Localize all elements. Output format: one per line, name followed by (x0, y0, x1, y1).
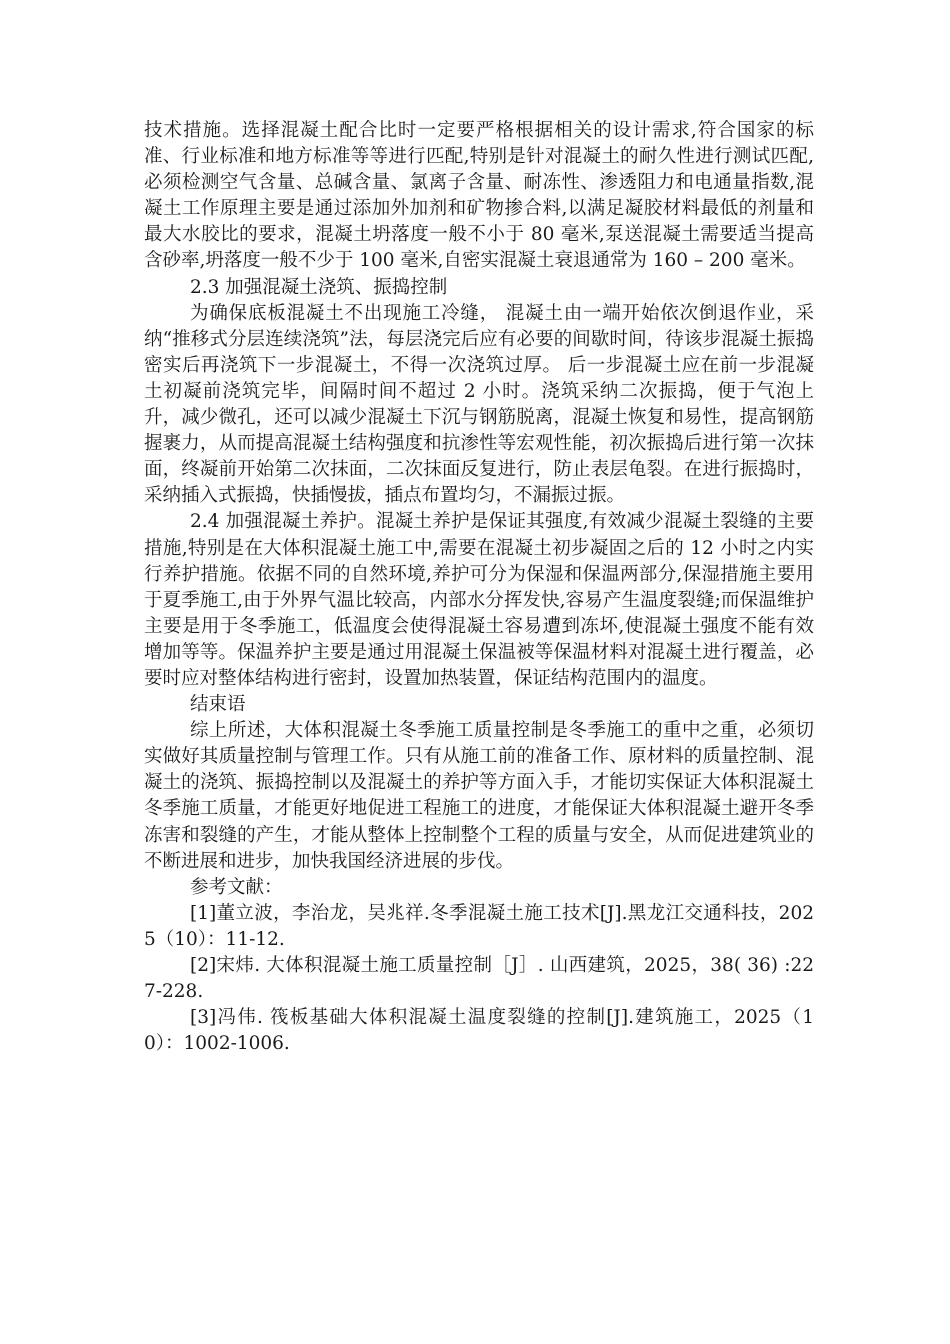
document-body (144, 118, 814, 1057)
paragraph-conclusion: 综上所述，大体积混凝土冬季施工质量控制是冬季施工的重中之重，必须切实做好其质量控制与管理工作。只有从施工前的准备工作、原材料的质量控制、混凝土的浇筑、振捣控制以及混凝土的养护等方面入手，才能切实保证大体积混凝土冬季施工质量，才能更好地促进工程施工的进度，才能保证大体积混凝土避开冬季冻害和裂缝的产生，才能从整体上控制整个工程的质量与安全，从而促进建筑业的不断进展和进步，加快我国经济进展的步伐。 (144, 720, 814, 872)
paragraph-pouring-vibration: 为确保底板混凝土不出现施工冷缝， 混凝土由一端开始依次倒退作业，采纳“推移式分层连续浇筑”法，每层浇完后应有必要的间歇时间，待该步混凝土振捣密实后再浇筑下一步混凝土，不得一次浇筑过厚。 后一步混凝土应在前一步混凝土初凝前浇筑完毕，间隔时间不超过 2 小时。浇筑采纳二次振捣，便于气泡上升，减少微孔，还可以减少混凝土下沉与钢筋脱离，混凝土恢复和易性，提高钢筋握裹力，从而提高混凝土结构强度和抗渗性等宏观性能，初次振捣后进行第一次抹面，终凝前开始第二次抹面，二次抹面反复进行，防止表层龟裂。在进行振捣时，采纳插入式振捣，快插慢拔，插点布置均匀，不漏振过振。 (144, 302, 814, 507)
reference-item-1: [1]董立波，李治龙，吴兆祥.冬季混凝土施工技术[J].黑龙江交通科技，2025（10）：11-12. (144, 902, 814, 950)
section-heading-2-3: 2.3 加强混凝土浇筑、振捣控制 (190, 276, 448, 298)
paragraph-mix-design: 技术措施。选择混凝土配合比时一定要严格根据相关的设计需求,符合国家的标准、行业标准和地方标准等等进行匹配,特别是针对混凝土的耐久性进行测试匹配,必须检测空气含量、总碱含量、氯离子含量、耐冻性、渗透阻力和电通量指数,混凝土工作原理主要是通过添加外加剂和矿物掺合料,以满足凝胶材料最低的剂量和最大水胶比的要求，混凝土坍落度一般不小于 80 毫米,泵送混凝土需要适当提高含砂率,坍落度一般不少于 100 毫米,自密实混凝土衰退通常为 160 – 200 毫米。 (144, 120, 814, 272)
reference-item-3: [3]冯伟. 筏板基础大体积混凝土温度裂缝的控制[J].建筑施工，2025（10）：1002-1006. (144, 1007, 814, 1055)
section-heading-conclusion: 结束语 (190, 694, 246, 716)
section-heading-references: 参考文献： (190, 876, 283, 898)
paragraph-curing: 2.4 加强混凝土养护。混凝土养护是保证其强度,有效减少混凝土裂缝的主要措施,特别是在大体积混凝土施工中,需要在混凝土初步凝固之后的 12 小时之内实行养护措施。依据不同的自然环境,养护可分为保湿和保温两部分,保湿措施主要用于夏季施工,由于外界气温比较高，内部水分挥发快,容易产生温度裂缝;而保温维护主要是用于冬季施工，低温度会使得混凝土容易遭到冻坏,使混凝土强度不能有效增加等等。保温养护主要是通过用混凝土保温被等保温材料对混凝土进行覆盖，必要时应对整体结构进行密封，设置加热装置，保证结构范围内的温度。 (144, 511, 814, 689)
reference-item-2: [2]宋炜. 大体积混凝土施工质量控制［J］. 山西建筑，2025，38( 36) :227-228. (144, 955, 814, 1003)
